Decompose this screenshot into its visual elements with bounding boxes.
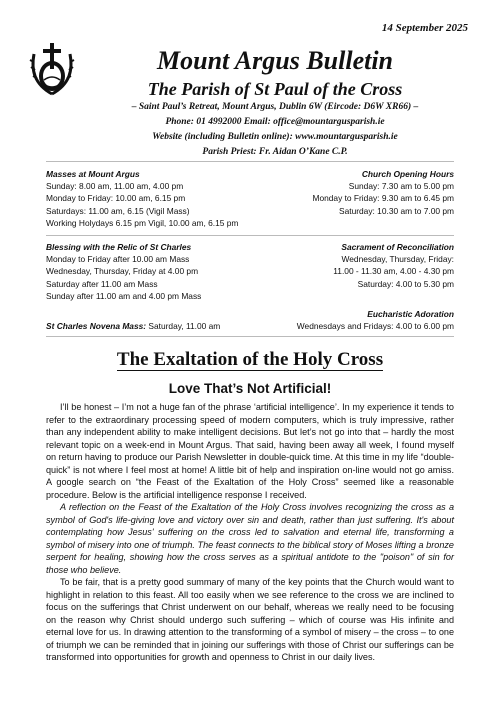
reconciliation-block	[333, 241, 454, 302]
blessing-line: Sunday after 11.00 am and 4.00 pm Mass	[46, 290, 202, 301]
masses-line: Sunday: 8.00 am, 11.00 am, 4.00 pm	[46, 181, 184, 192]
church-hours-line: Saturday: 10.30 am to 7.00 pm	[339, 205, 454, 216]
parish-contact: Phone: 01 4992000 Email: office@mountargusparish.ie	[165, 117, 385, 127]
adoration-line: Wednesdays and Fridays: 4.00 to 6.00 pm	[296, 321, 454, 332]
article-paragraph: I’ll be honest – I’m not a huge fan of the phrase ‘artificial intelligence’. In my experience it tends to refer to the extraordinary processing speed of modern computers, which is truly impressive, rather than any independent ability to make intelligent decisions. But let’s not go into that – hardly the most relevant topic on a week-end in Mount Argus. That said, having been away all week, I found myself on return having to produce our Parish Newsletter in double-quick time. At this time in my life “double-quick” is not where I feel most at home! A little bit of help and inspiration on-line would not go amiss. A google search on “the Feast of the Exaltation of the Holy Cross” seemed like a reasonable procedure. Below is the artificial intelligence response I received.	[46, 402, 454, 500]
parish-website: Website (including Bulletin online): www.mountargusparish.ie	[152, 132, 398, 142]
passionist-emblem-icon	[28, 40, 76, 96]
parish-address: – Saint Paul’s Retreat, Mount Argus, Dublin 6W (Eircode: D6W XR66) –	[131, 102, 419, 112]
article-paragraph: To be fair, that is a pretty good summary of many of the key points that the Church would want to highlight in relation to this feast. All too easily when we see reference to the cross we are inclined to focus on the sufferings that Christ underwent on our behalf, whereas we really need to be focusing on the reason why Christ should undergo such suffering – which of course was His infinite and eternal love for us. In drawing attention to the transforming of a symbol of misery – the cross – to one of triumph we can be reminded that in joining our sufferings with those of Christ our sufferings can be transformed into opportunities for growth and openness to Christ in our daily lives.	[46, 577, 454, 662]
bulletin-date: 14 September 2025	[381, 22, 468, 34]
article-subtitle: Love That’s Not Artificial!	[168, 381, 332, 396]
reconciliation-line: Wednesday, Thursday, Friday:	[341, 254, 454, 265]
masses-line: Saturdays: 11.00 am, 6.15 (Vigil Mass)	[46, 205, 190, 216]
reconciliation-line: 11.00 - 11.30 am, 4.00 - 4.30 pm	[333, 266, 454, 277]
divider	[46, 235, 454, 236]
bulletin-title: Mount Argus Bulletin	[156, 46, 394, 75]
church-hours-block	[312, 168, 454, 229]
article-title	[0, 348, 500, 372]
masses-heading: Masses at Mount Argus	[46, 169, 140, 179]
church-hours-line: Sunday: 7.30 am to 5.00 pm	[348, 181, 454, 192]
parish-name: The Parish of St Paul of the Cross	[147, 79, 403, 99]
church-hours-heading: Church Opening Hours	[361, 169, 454, 179]
masses-block	[46, 168, 238, 229]
bulletin-header	[80, 46, 470, 160]
parish-priest: Parish Priest: Fr. Aidan O’Kane C.P.	[202, 147, 348, 157]
reconciliation-line: Saturday: 4.00 to 5.30 pm	[357, 278, 454, 289]
blessing-heading: Blessing with the Relic of St Charles	[46, 242, 192, 252]
article-title-text: The Exaltation of the Holy Cross	[116, 349, 384, 370]
masses-line: Working Holydays 6.15 pm Vigil, 10.00 am, 6.15 pm	[46, 217, 239, 228]
novena-label: St Charles Novena Mass:	[46, 321, 147, 332]
schedule-section-2	[46, 241, 454, 332]
blessing-line: Wednesday, Thursday, Friday at 4.00 pm	[46, 266, 199, 277]
novena-time: Saturday, 11.00 am	[146, 321, 221, 332]
masses-line: Monday to Friday: 10.00 am, 6.15 pm	[46, 193, 186, 204]
blessing-line: Saturday after 11.00 am Mass	[46, 278, 158, 289]
church-hours-line: Monday to Friday: 9.30 am to 6.45 pm	[312, 193, 454, 204]
adoration-heading: Eucharistic Adoration	[367, 309, 454, 320]
reconciliation-heading: Sacrament of Reconciliation	[341, 242, 454, 252]
blessing-line: Monday to Friday after 10.00 am Mass	[46, 254, 190, 265]
blessing-block	[46, 241, 201, 302]
adoration-block	[297, 308, 454, 332]
divider	[46, 161, 454, 162]
article-paragraph-quote: A reflection on the Feast of the Exaltation of the Holy Cross involves recognizing the cross as a symbol of God's life-giving love and victory over sin and death, rather than just suffering. It's about contemplating how Jesus' suffering on the cross led to salvation and eternal life, transforming a symbol of misery into one of triumph. The feast connects to the biblical story of Moses lifting a bronze serpent for healing, showing how the cross serves as a spiritual antidote to the "poison" of sin for those who believe.	[46, 502, 454, 575]
divider	[46, 336, 454, 337]
article-body	[46, 401, 454, 664]
schedule-section-1	[46, 168, 454, 229]
novena-block	[46, 308, 220, 332]
